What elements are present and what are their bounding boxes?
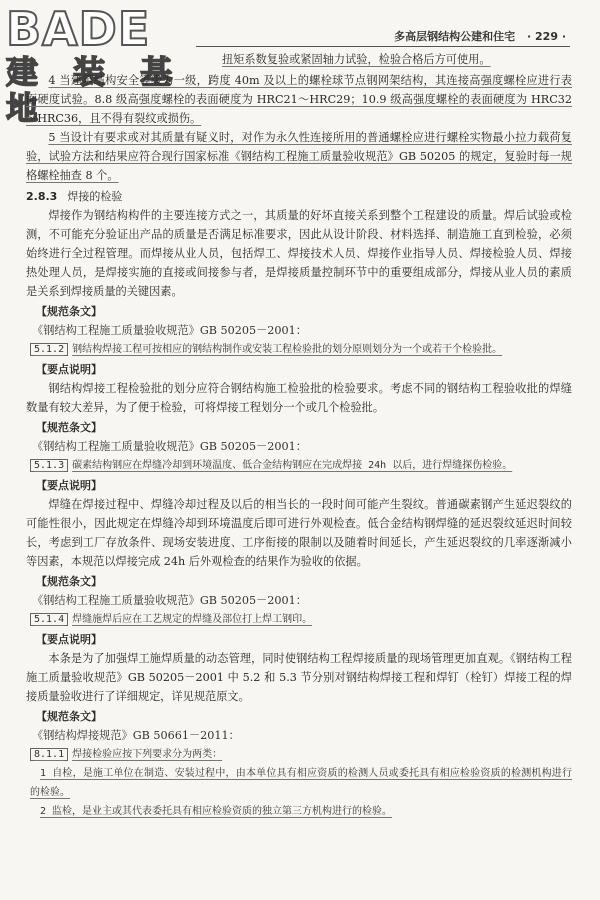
logo-wordmark: BADE <box>6 2 151 56</box>
clause-number: 5.1.2 <box>30 343 68 356</box>
intro-item-4: 4 当建筑结构安全等级为一级，跨度 40m 及以上的螺栓球节点钢网架结构，其连接高强度螺栓应进行表面硬度试验。8.8 级高强度螺栓的表面硬度为 HRC21～HRC29；10.9 级高强度螺栓的表面硬度为 HRC32～HRC36，且不得有裂纹或损伤。 <box>26 74 572 125</box>
clause-text: 钢结构焊接工程可按相应的钢结构制作或安装工程检验批的划分原则划分为一个或若干个检验批。 <box>72 344 503 355</box>
clause-number: 5.1.3 <box>30 459 68 472</box>
running-title: 多高层钢结构公建和住宅 <box>394 30 516 43</box>
clause-number: 5.1.4 <box>30 613 68 626</box>
note-text: 钢结构焊接工程检验批的划分应符合钢结构施工检验批的检验要求。考虑不同的钢结构工程验收批的焊缝数量有较大差异，为了便于检验，可将焊接工程划分一个或几个检验批。 <box>26 382 572 414</box>
page-body <box>26 50 572 821</box>
spec-label: 【规范条文】 <box>36 305 102 318</box>
section-number: 2.8.3 <box>26 190 58 203</box>
note-text: 焊缝在焊接过程中、焊缝冷却过程及以后的相当长的一段时间可能产生裂纹。普通碳素钢产生延迟裂纹的可能性很小，因此规定在焊缝冷却到环境温度后即可进行外观检查。低合金结构钢焊缝的延迟裂纹延迟时间较长，考虑到工厂存放条件、现场安装进度、工序衔接的限制以及随着时间延长，产生延迟裂纹的几率逐渐减小等因素，本规范以焊接完成 24h 后外观检查的结果作为验收的依据。 <box>26 498 572 568</box>
spec-clause <box>30 610 572 629</box>
note-label: 【要点说明】 <box>36 479 102 492</box>
spec-clause <box>30 340 572 359</box>
clause-text: 碳素结构钢应在焊缝冷却到环境温度、低合金结构钢应在完成焊接 24h 以后，进行焊缝探伤检验。 <box>72 460 513 471</box>
intro-item-5: 5 当设计有要求或对其质量有疑义时，对作为永久性连接所用的普通螺栓应进行螺栓实物最小拉力载荷复验，试验方法和结果应符合现行国家标准《钢结构工程施工质量验收规范》GB 50205 的规定，复验时每一规格螺栓抽查 8 个。 <box>26 131 572 182</box>
intro-line-1: 扭矩系数复验或紧固轴力试验，检验合格后方可使用。 <box>222 53 491 66</box>
spec-clause <box>30 745 572 764</box>
clause-text: 焊缝施焊后应在工艺规定的焊缝及部位打上焊工钢印。 <box>72 614 313 625</box>
section-paragraph: 焊接作为钢结构构件的主要连接方式之一，其质量的好坏直接关系到整个工程建设的质量。焊后试验或检测，不可能充分验证出产品的质量是否满足标准要求，因此从设计阶段、材料选择、制造施工直到检验，必须始终进行全过程管理。而焊接从业人员，包括焊工、焊接技术人员、焊接作业指导人员、焊接检验人员、焊接热处理人员，是焊接实施的直接或间接参与者，是焊接质量控制环节中的重要组成部分，焊接从业人员的素质是关系到焊接质量的关键因素。 <box>26 209 572 298</box>
spec-reference: 《钢结构焊接规范》GB 50661－2011： <box>32 729 240 742</box>
note-text: 本条是为了加强焊工施焊质量的动态管理，同时使钢结构工程焊接质量的现场管理更加直观。《钢结构工程施工质量验收规范》GB 50205－2001 中 5.2 和 5.3 节分别对钢结构焊接工程和焊钉（栓钉）焊接工程的焊接质量验收进行了详细规定，详见规范原文。 <box>26 652 572 703</box>
spec-block-3 <box>26 572 572 706</box>
spec-label: 【规范条文】 <box>36 575 102 588</box>
spec-clause <box>30 456 572 475</box>
spec-reference: 《钢结构工程施工质量验收规范》GB 50205－2001： <box>32 324 307 337</box>
logo-chinese: 建 装 基 地 <box>6 53 185 127</box>
running-header <box>394 28 566 44</box>
clause-item-1: 1 自检，是施工单位在制造、安装过程中，由本单位具有相应资质的检测人员或委托具有相应检验资质的检测机构进行的检验。 <box>30 768 572 798</box>
section-title: 焊接的检验 <box>67 190 123 203</box>
spec-block-2 <box>26 418 572 571</box>
header-rule <box>196 46 570 47</box>
section-heading <box>26 187 572 206</box>
spec-block-4 <box>26 707 572 821</box>
spec-reference: 《钢结构工程施工质量验收规范》GB 50205－2001： <box>32 440 307 453</box>
note-label: 【要点说明】 <box>36 363 102 376</box>
spec-label: 【规范条文】 <box>36 710 102 723</box>
clause-number: 8.1.1 <box>30 748 68 761</box>
note-label: 【要点说明】 <box>36 633 102 646</box>
page-number: · 229 · <box>527 30 566 43</box>
clause-text: 焊接检验应按下列要求分为两类： <box>72 749 223 760</box>
spec-reference: 《钢结构工程施工质量验收规范》GB 50205－2001： <box>32 594 307 607</box>
clause-item-2: 2 监检，是业主或其代表委托具有相应检验资质的独立第三方机构进行的检验。 <box>40 806 393 817</box>
spec-label: 【规范条文】 <box>36 421 102 434</box>
spec-block-1 <box>26 302 572 417</box>
